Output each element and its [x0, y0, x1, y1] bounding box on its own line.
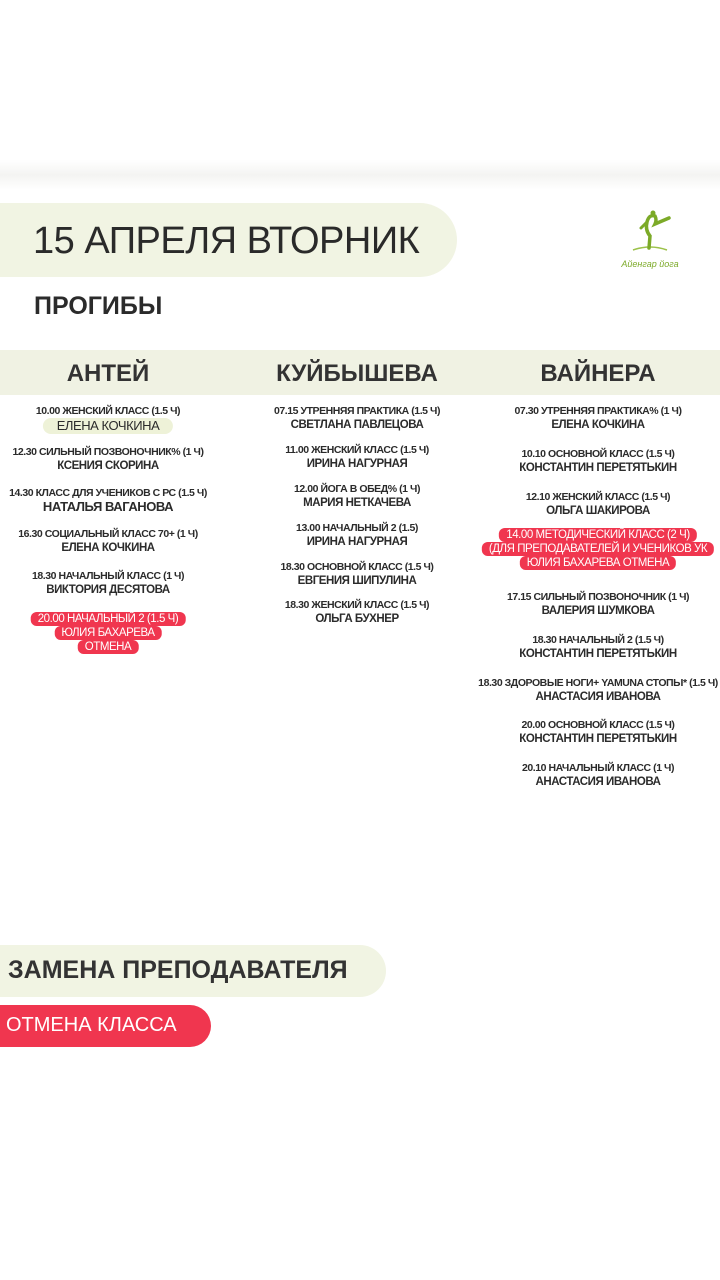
schedule-entry: [478, 676, 718, 704]
teacher-name: СВЕТЛАНА ПАВЛЕЦОВА: [290, 419, 424, 431]
column-header: АНТЕЙ: [66, 360, 150, 387]
class-time-title: 18.30 ЗДОРОВЫЕ НОГИ+ YAMUNA СТОПЫ* (1.5 Ч): [478, 677, 718, 689]
class-time-title: 18.30 НАЧАЛЬНЫЙ КЛАСС (1 Ч): [31, 570, 185, 582]
teacher-name: НАТАЛЬЯ ВАГАНОВА: [42, 499, 174, 514]
class-time-title: 18.30 ЖЕНСКИЙ КЛАСС (1.5 Ч): [284, 599, 430, 611]
page-subtitle: ПРОГИБЫ: [34, 292, 163, 320]
legend-replacement: [0, 945, 386, 997]
schedule-entry: [285, 443, 429, 471]
column-header: ВАЙНЕРА: [540, 360, 656, 387]
class-time-title: 18.30 НАЧАЛЬНЫЙ 2 (1.5 Ч): [532, 634, 664, 646]
teacher-name: АНАСТАСИЯ ИВАНОВА: [535, 691, 661, 703]
teacher-name: КОНСТАНТИН ПЕРЕТЯТЬКИН: [519, 733, 677, 745]
teacher-name: АНАСТАСИЯ ИВАНОВА: [535, 776, 661, 788]
schedule-entry: [522, 761, 674, 789]
teacher-name: ЮЛИЯ БАХАРЕВА: [54, 626, 161, 640]
teacher-name: (ДЛЯ ПРЕПОДАВАТЕЛЕЙ И УЧЕНИКОВ УК: [482, 542, 714, 556]
schedule-entry: [9, 486, 207, 515]
class-time-title: 16.30 СОЦИАЛЬНЫЙ КЛАСС 70+ (1 Ч): [18, 528, 198, 540]
schedule-entry: [294, 482, 420, 510]
teacher-name: КСЕНИЯ СКОРИНА: [57, 460, 159, 472]
schedule-entry: [514, 404, 681, 432]
class-time-title: 14.30 КЛАСС ДЛЯ УЧЕНИКОВ С РС (1.5 Ч): [9, 487, 207, 499]
teacher-name: ИРИНА НАГУРНАЯ: [306, 536, 408, 548]
schedule-entry: [36, 404, 180, 434]
column-header: КУЙБЫШЕВА: [276, 360, 438, 387]
logo: [615, 208, 685, 272]
schedule-entry: [513, 633, 682, 661]
teacher-name: КОНСТАНТИН ПЕРЕТЯТЬКИН: [519, 462, 677, 474]
teacher-name: ЕЛЕНА КОЧКИНА: [551, 419, 645, 431]
teacher-name: ЕВГЕНИЯ ШИПУЛИНА: [297, 575, 417, 587]
schedule-entry: [285, 598, 429, 626]
class-time-title: 11.00 ЖЕНСКИЙ КЛАСС (1.5 Ч): [285, 444, 429, 456]
schedule-entry: [32, 569, 184, 597]
legend-cancel: [0, 1005, 211, 1047]
teacher-name: ОЛЬГА БУХНЕР: [315, 613, 399, 625]
teacher-name: ОЛЬГА ШАКИРОВА: [546, 505, 650, 517]
schedule-entry: [513, 447, 682, 475]
class-time-title: 20.00 ОСНОВНОЙ КЛАСС (1.5 Ч): [521, 719, 675, 731]
page-title: 15 АПРЕЛЯ ВТОРНИК: [33, 220, 420, 262]
schedule-entry: [296, 521, 418, 549]
class-time-title: 07.15 УТРЕННЯЯ ПРАКТИКА (1.5 Ч): [273, 405, 441, 417]
class-time-title: 07.30 УТРЕННЯЯ ПРАКТИКА% (1 Ч): [514, 405, 682, 417]
schedule-entry: [526, 490, 670, 518]
legend-cancel-label: ОТМЕНА КЛАССА: [6, 1014, 177, 1036]
teacher-name: ВАЛЕРИЯ ШУМКОВА: [541, 605, 655, 617]
class-time-title: 17.15 СИЛЬНЫЙ ПОЗВОНОЧНИК (1 Ч): [506, 591, 690, 603]
cancel-note: ОТМЕНА: [78, 640, 139, 654]
schedule-entry: [482, 528, 714, 570]
teacher-name: ВИКТОРИЯ ДЕСЯТОВА: [46, 584, 170, 596]
teacher-name: ЕЛЕНА КОЧКИНА: [61, 542, 155, 554]
legend-replacement-label: ЗАМЕНА ПРЕПОДАВАТЕЛЯ: [8, 956, 348, 984]
teacher-name: МАРИЯ НЕТКАЧЕВА: [303, 497, 411, 509]
teacher-name: КОНСТАНТИН ПЕРЕТЯТЬКИН: [519, 648, 677, 660]
yoga-figure-icon: [625, 208, 675, 254]
class-time-title: 12.30 СИЛЬНЫЙ ПОЗВОНОЧНИК% (1 Ч): [12, 446, 204, 458]
class-time-title: 10.00 ЖЕНСКИЙ КЛАСС (1.5 Ч): [35, 405, 181, 417]
schedule-entry: [31, 612, 186, 654]
schedule-entry: [507, 590, 689, 618]
class-time-title: 12.10 ЖЕНСКИЙ КЛАСС (1.5 Ч): [525, 491, 671, 503]
class-time-title: 10.10 ОСНОВНОЙ КЛАСС (1.5 Ч): [521, 448, 675, 460]
schedule-entry: [513, 718, 682, 746]
logo-text: Айенгар йога: [621, 259, 679, 269]
class-time-title: 12.00 ЙОГА В ОБЕД% (1 Ч): [294, 483, 420, 495]
schedule-entry: [281, 560, 434, 588]
schedule-entry: [274, 404, 440, 432]
class-time-title: 14.00 МЕТОДИЧЕСКИЙ КЛАСС (2 Ч): [499, 528, 696, 542]
teacher-name: ЕЛЕНА КОЧКИНА: [43, 418, 174, 434]
class-time-title: 20.00 НАЧАЛЬНЫЙ 2 (1.5 Ч): [31, 612, 186, 626]
schedule-entry: [13, 445, 204, 473]
faded-header-band: [0, 160, 720, 190]
class-time-title: 13.00 НАЧАЛЬНЫЙ 2 (1.5): [296, 522, 418, 534]
cancel-note: ЮЛИЯ БАХАРЕВА ОТМЕНА: [520, 556, 676, 570]
teacher-name: ИРИНА НАГУРНАЯ: [306, 458, 408, 470]
class-time-title: 18.30 ОСНОВНОЙ КЛАСС (1.5 Ч): [280, 561, 434, 573]
class-time-title: 20.10 НАЧАЛЬНЫЙ КЛАСС (1 Ч): [521, 762, 675, 774]
schedule-entry: [18, 527, 198, 555]
